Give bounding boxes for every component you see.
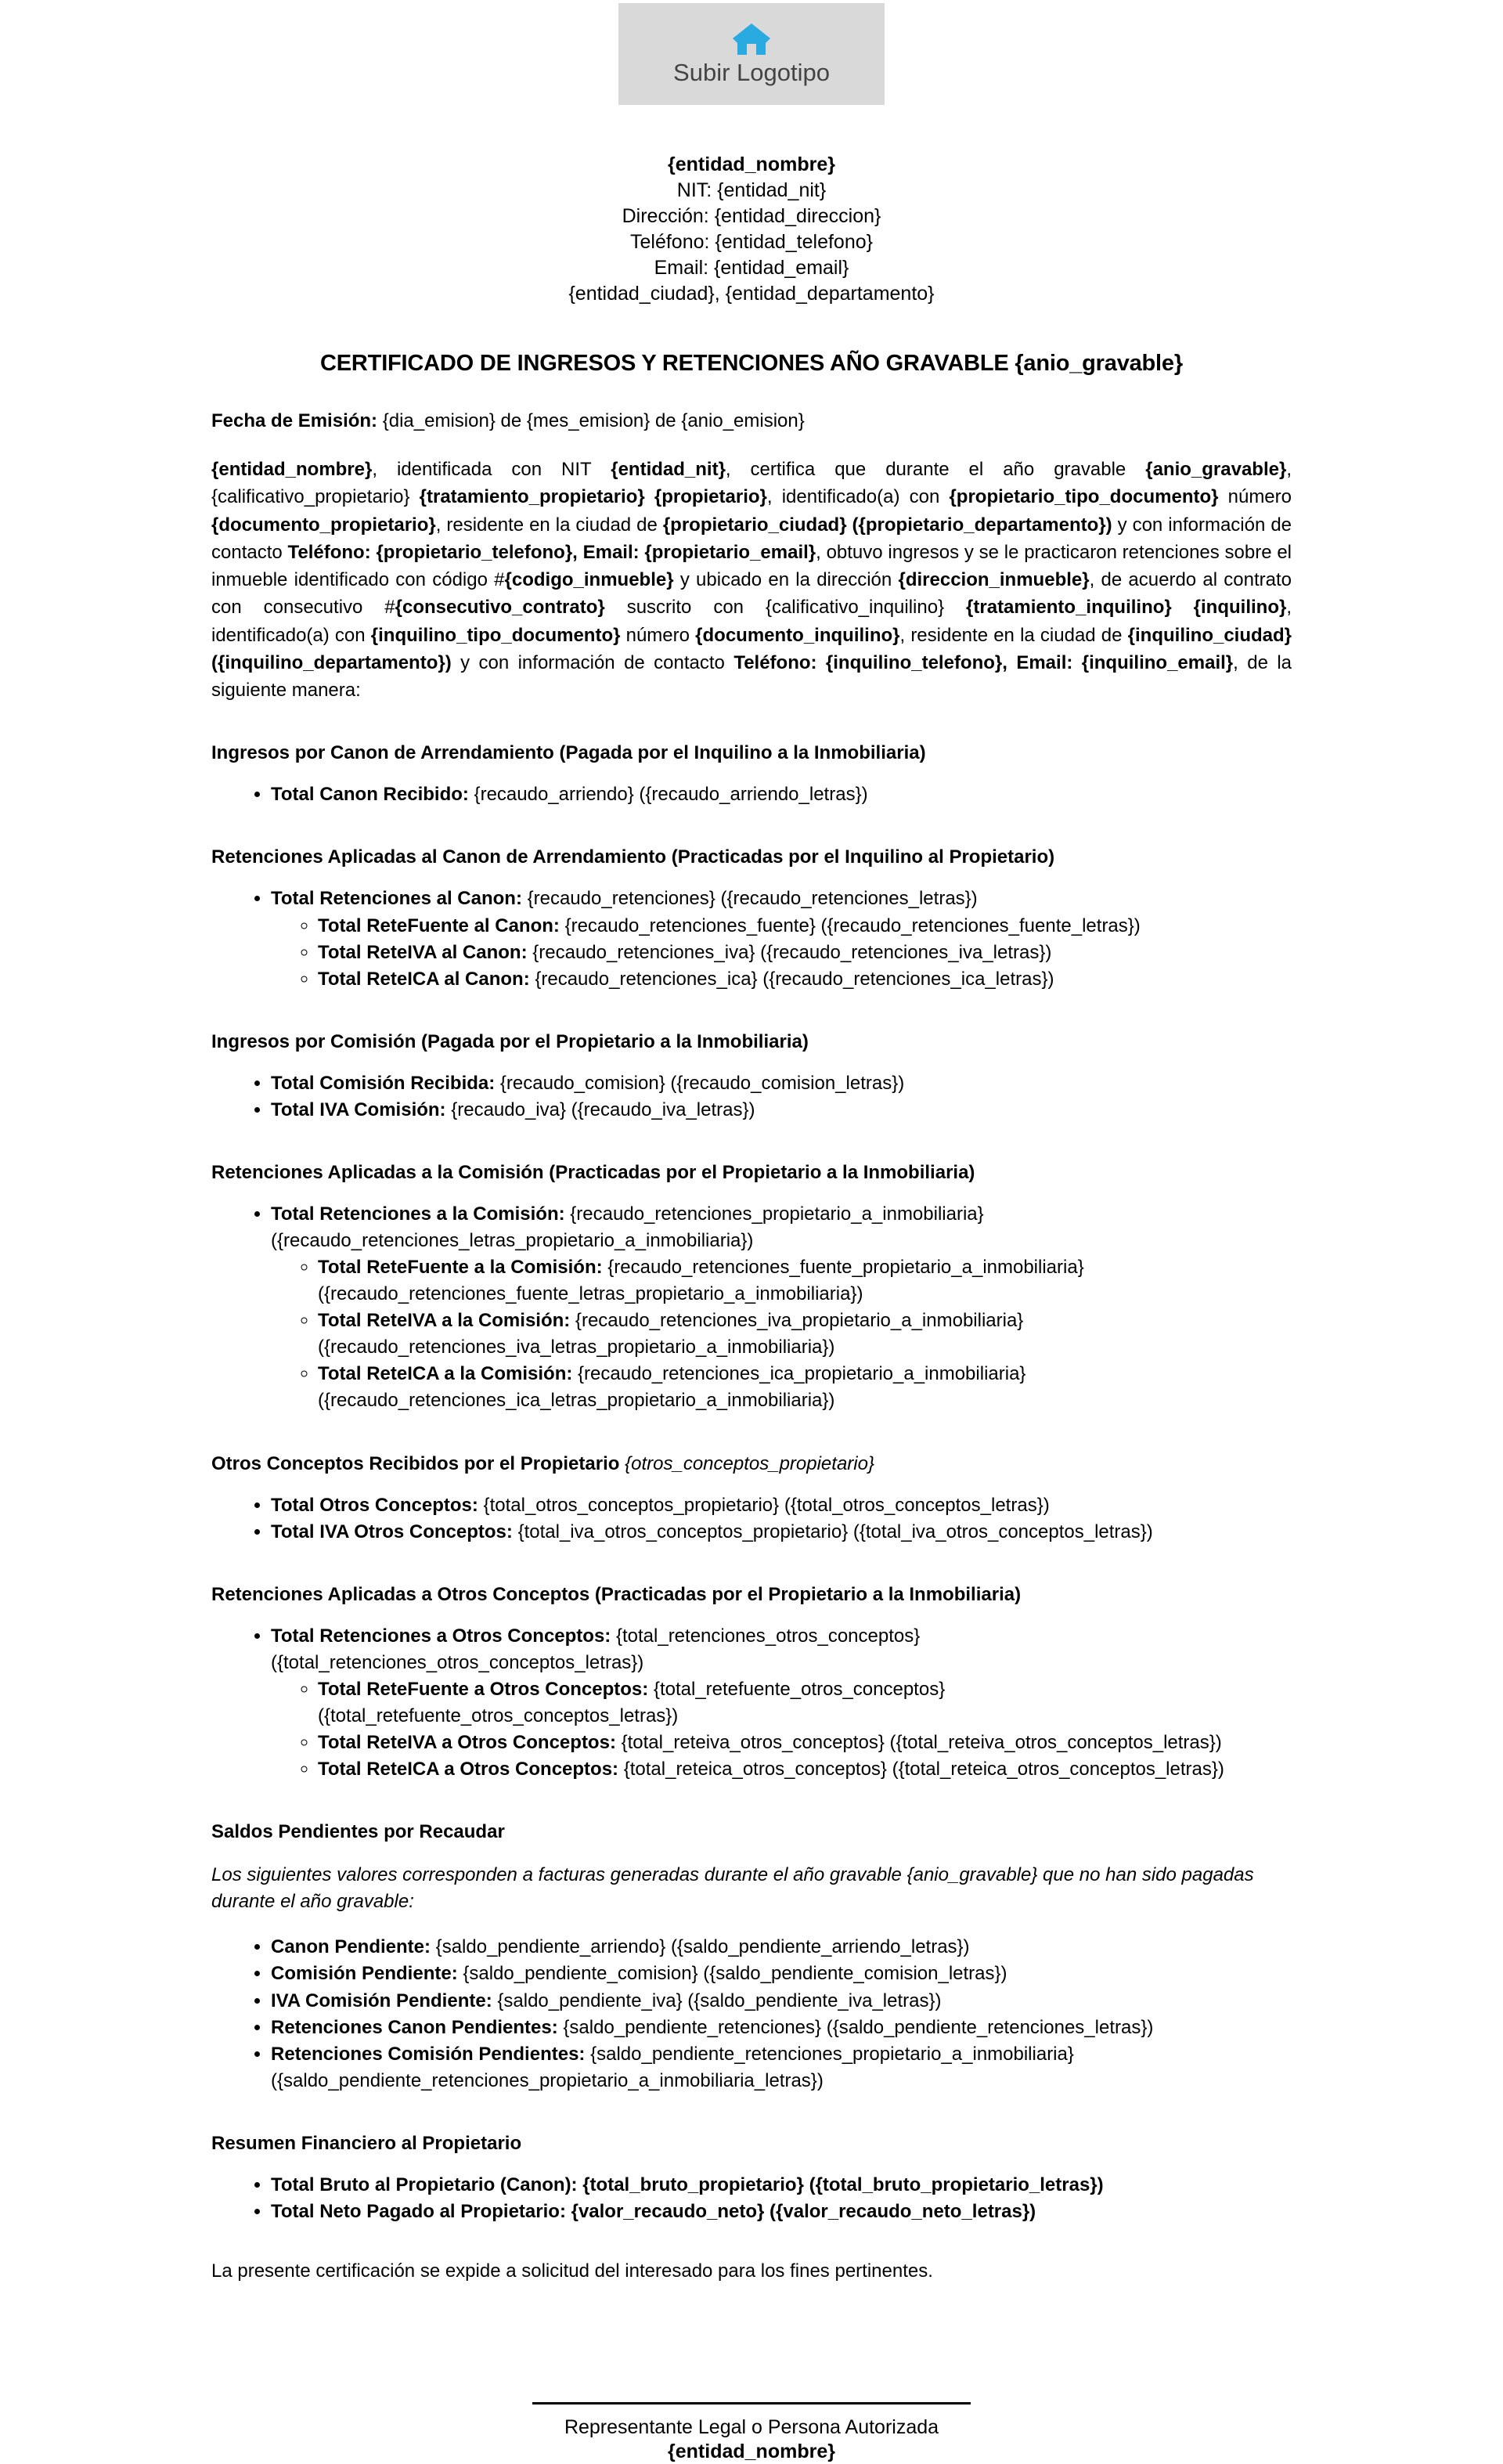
item-value: {recaudo_retenciones_iva} ({recaudo_retenciones_iva_letras})	[527, 941, 1052, 963]
intro-documento-inquilino: {documento_inquilino}	[695, 624, 900, 646]
item-value: {total_bruto_propietario} ({total_bruto_propietario_letras})	[577, 2174, 1104, 2195]
list-item	[271, 886, 1292, 992]
list-item	[271, 2015, 1292, 2041]
intro-inquilino-contacto: Teléfono: {inquilino_telefono}, Email: {inquilino_email}	[733, 651, 1234, 673]
intro-text-11: suscrito con {calificativo_inquilino}	[604, 597, 967, 619]
list-retenciones-canon	[211, 886, 1292, 992]
list-item	[271, 2041, 1292, 2094]
section-heading-ingresos-comision: Ingresos por Comisión (Pagada por el Propietario a la Inmobiliaria)	[211, 1030, 809, 1052]
item-label: Total IVA Comisión:	[271, 1099, 446, 1120]
item-label: Retenciones Comisión Pendientes:	[271, 2043, 586, 2065]
intro-propietario-contacto: Teléfono: {propietario_telefono}, Email: {propietario_email}	[287, 541, 816, 563]
closing-paragraph: La presente certificación se expide a solicitud del interesado para los fines pertinentes.	[211, 2260, 933, 2282]
item-label: Total Retenciones a Otros Conceptos:	[271, 1625, 611, 1647]
item-value: {recaudo_retenciones} ({recaudo_retenciones_letras})	[521, 888, 978, 910]
item-label: Total ReteIVA al Canon:	[318, 941, 528, 963]
intro-text-10: , de acuerdo al contrato con consecutivo #	[211, 569, 1292, 619]
item-label: Total ReteIVA a la Comisión:	[318, 1310, 571, 1332]
list-item	[271, 1070, 1292, 1097]
intro-propietario-tipo-doc: {propietario_tipo_documento}	[949, 486, 1219, 508]
item-value: {total_iva_otros_conceptos_propietario} ({total_iva_otros_conceptos_letras})	[512, 1521, 1153, 1542]
item-label: Total Comisión Recibida:	[271, 1072, 496, 1094]
item-value: {recaudo_retenciones_ica_propietario_a_inmobiliaria} ({recaudo_retenciones_ica_letras_propietario_a_inmobiliaria})	[318, 1363, 1026, 1412]
intro-text-16: , de la siguiente manera:	[211, 651, 1292, 702]
signature-block	[211, 2402, 1292, 2464]
list-retenciones-comision	[211, 1201, 1292, 1415]
home-icon	[731, 22, 772, 56]
list-item	[271, 2199, 1292, 2225]
section-heading-ingresos-canon: Ingresos por Canon de Arrendamiento (Pagada por el Inquilino a la Inmobiliaria)	[211, 742, 926, 764]
item-value: {total_retefuente_otros_conceptos} ({total_retefuente_otros_conceptos_letras})	[318, 1678, 946, 1726]
item-label: Canon Pendiente:	[271, 1936, 431, 1958]
intro-text-7: y con información de contacto	[211, 514, 1292, 563]
item-value: {valor_recaudo_neto} ({valor_recaudo_neto_letras})	[565, 2200, 1036, 2222]
page-title: CERTIFICADO DE INGRESOS Y RETENCIONES AÑO GRAVABLE {anio_gravable}	[320, 351, 1183, 376]
upload-logo-label: Subir Logotipo	[673, 58, 830, 86]
item-label: Total Canon Recibido:	[271, 784, 469, 806]
item-value: {recaudo_retenciones_propietario_a_inmobiliaria} ({recaudo_retenciones_letras_propietario_a_inmobiliaria})	[271, 1203, 984, 1252]
item-value: {recaudo_retenciones_fuente_propietario_a_inmobiliaria} ({recaudo_retenciones_fuente_letras_propietario_a_inmobiliaria})	[318, 1257, 1084, 1305]
list-otros-conceptos	[211, 1492, 1292, 1546]
item-value: {recaudo_arriendo} ({recaudo_arriendo_letras})	[468, 784, 868, 806]
list-item	[271, 1934, 1292, 1961]
list-item	[318, 1361, 1292, 1414]
list-resumen-financiero	[211, 2172, 1292, 2225]
item-value: {recaudo_retenciones_iva_propietario_a_inmobiliaria} ({recaudo_retenciones_iva_letras_propietario_a_inmobiliaria})	[318, 1310, 1024, 1358]
intro-text-9: y ubicado en la dirección	[673, 569, 899, 591]
otros-conceptos-token: {otros_conceptos_propietario}	[625, 1452, 874, 1474]
signature-line	[532, 2402, 971, 2404]
item-value: {saldo_pendiente_retenciones} ({saldo_pendiente_retenciones_letras})	[557, 2016, 1154, 2038]
list-ingresos-comision	[211, 1070, 1292, 1124]
intro-text-3: , {calificativo_propietario}	[211, 459, 1292, 508]
sublist-retenciones-otros	[271, 1676, 1292, 1783]
intro-text-14: , residente en la ciudad de	[899, 624, 1128, 646]
item-label: Total ReteFuente al Canon:	[318, 915, 560, 936]
intro-text-1: , identificada con NIT	[372, 459, 611, 480]
intro-text-2: , certifica que durante el año gravable	[725, 459, 1146, 480]
item-label: Total ReteICA a Otros Conceptos:	[318, 1759, 619, 1780]
item-label: Total Bruto al Propietario (Canon):	[271, 2174, 578, 2195]
item-value: {saldo_pendiente_retenciones_propietario_a_inmobiliaria} ({saldo_pendiente_retenciones_propietario_a_inmobiliaria_letras})	[271, 2043, 1074, 2091]
intro-text-4: , identificado(a) con	[766, 486, 950, 508]
intro-text-12: , identificado(a) con	[211, 597, 1292, 646]
item-label: Total Retenciones al Canon:	[271, 888, 522, 910]
list-item	[271, 781, 1292, 808]
item-value: {total_retenciones_otros_conceptos} ({total_retenciones_otros_conceptos_letras})	[271, 1625, 921, 1673]
item-value: {total_reteiva_otros_conceptos} ({total_reteiva_otros_conceptos_letras})	[615, 1732, 1222, 1754]
list-item	[271, 1519, 1292, 1546]
logo-upload-zone	[0, 0, 1503, 105]
intro-codigo-inmueble: {codigo_inmueble}	[504, 569, 674, 591]
section-heading-resumen-financiero: Resumen Financiero al Propietario	[211, 2132, 522, 2154]
intro-entity-name: {entidad_nombre}	[211, 459, 373, 480]
intro-direccion-inmueble: {direccion_inmueble}	[898, 569, 1090, 591]
section-heading-otros-conceptos	[211, 1453, 1292, 1475]
list-item	[271, 1988, 1292, 2015]
item-label: Total Retenciones a la Comisión:	[271, 1203, 565, 1225]
item-label: Total ReteIVA a Otros Conceptos:	[318, 1732, 616, 1754]
item-label: Comisión Pendiente:	[271, 1963, 458, 1985]
section-heading-retenciones-otros: Retenciones Aplicadas a Otros Conceptos (Practicadas por el Propietario a la Inmobiliaria)	[211, 1583, 1022, 1605]
intro-documento-propietario: {documento_propietario}	[211, 514, 436, 536]
intro-inquilino-ciudad: {inquilino_ciudad} ({inquilino_departamento})	[211, 624, 1292, 673]
list-item	[318, 913, 1292, 940]
section-heading-retenciones-canon: Retenciones Aplicadas al Canon de Arrendamiento (Practicadas por el Inquilino al Propietario)	[211, 846, 1055, 868]
item-value: {total_reteica_otros_conceptos} ({total_reteica_otros_conceptos_letras})	[618, 1759, 1224, 1780]
list-item	[271, 1492, 1292, 1519]
item-value: {saldo_pendiente_comision} ({saldo_pendiente_comision_letras})	[457, 1963, 1007, 1985]
signature-entity: {entidad_nombre}	[668, 2440, 835, 2462]
section-heading-saldos-pendientes: Saldos Pendientes por Recaudar	[211, 1821, 505, 1843]
item-value: {recaudo_iva} ({recaudo_iva_letras})	[445, 1099, 755, 1120]
sublist-retenciones-comision	[271, 1254, 1292, 1414]
item-label: Total ReteICA al Canon:	[318, 968, 530, 990]
intro-entity-nit: {entidad_nit}	[611, 459, 726, 480]
item-label: Retenciones Canon Pendientes:	[271, 2016, 558, 2038]
item-label: Total Otros Conceptos:	[271, 1494, 478, 1516]
intro-propietario: {tratamiento_propietario} {propietario}	[419, 486, 767, 508]
intro-inquilino-tipo-doc: {inquilino_tipo_documento}	[370, 624, 621, 646]
document-content	[211, 105, 1292, 2464]
section-heading-text: Otros Conceptos Recibidos por el Propietario	[211, 1452, 625, 1474]
emission-date	[211, 410, 1292, 432]
list-item	[271, 1623, 1292, 1783]
list-item	[318, 1730, 1292, 1756]
list-item	[271, 2172, 1292, 2199]
intro-text-6: , residente en la ciudad de	[435, 514, 663, 536]
item-label: Total ReteICA a la Comisión:	[318, 1363, 573, 1385]
upload-logo-button[interactable]	[618, 3, 885, 105]
list-item	[318, 1254, 1292, 1308]
item-label: Total ReteFuente a la Comisión:	[318, 1257, 603, 1279]
intro-text-5: número	[1218, 486, 1292, 508]
item-label: Total ReteFuente a Otros Conceptos:	[318, 1678, 649, 1700]
intro-paragraph	[211, 456, 1292, 704]
intro-anio-gravable: {anio_gravable}	[1145, 459, 1287, 480]
item-label: IVA Comisión Pendiente:	[271, 1990, 492, 2011]
intro-consecutivo-contrato: {consecutivo_contrato}	[395, 597, 605, 619]
item-label: Total Neto Pagado al Propietario:	[271, 2200, 566, 2222]
signature-role: Representante Legal o Persona Autorizada	[564, 2415, 939, 2438]
list-item	[318, 1756, 1292, 1783]
saldos-pendientes-note: Los siguientes valores corresponden a facturas generadas durante el año gravable {anio_gravable} que no han sido pagadas durante el año gravable:	[211, 1864, 1254, 1913]
list-item	[271, 1097, 1292, 1124]
entity-city-department: {entidad_ciudad}, {entidad_departamento}	[568, 283, 935, 305]
entity-phone: Teléfono: {entidad_telefono}	[630, 231, 873, 253]
item-value: {saldo_pendiente_arriendo} ({saldo_pendiente_arriendo_letras})	[431, 1936, 970, 1958]
list-item	[271, 1961, 1292, 1987]
intro-text-15: y con información de contacto	[451, 651, 734, 673]
item-value: {recaudo_comision} ({recaudo_comision_letras})	[495, 1072, 905, 1094]
emission-date-value: {dia_emision} de {mes_emision} de {anio_emision}	[377, 410, 805, 431]
item-value: {recaudo_retenciones_fuente} ({recaudo_retenciones_fuente_letras})	[559, 915, 1141, 936]
intro-inquilino: {tratamiento_inquilino} {inquilino}	[966, 597, 1287, 619]
list-item	[318, 966, 1292, 993]
entity-address: Dirección: {entidad_direccion}	[622, 205, 881, 227]
entity-email: Email: {entidad_email}	[654, 257, 849, 279]
intro-propietario-ciudad: {propietario_ciudad} ({propietario_departamento})	[662, 514, 1112, 536]
list-item	[271, 1201, 1292, 1415]
item-value: {recaudo_retenciones_ica} ({recaudo_retenciones_ica_letras})	[529, 968, 1054, 990]
entity-name: {entidad_nombre}	[668, 153, 835, 175]
item-value: {total_otros_conceptos_propietario} ({total_otros_conceptos_letras})	[478, 1494, 1050, 1516]
list-saldos-pendientes	[211, 1934, 1292, 2094]
item-value: {saldo_pendiente_iva} ({saldo_pendiente_iva_letras})	[492, 1990, 942, 2011]
intro-text-13: número	[620, 624, 696, 646]
list-item	[318, 1676, 1292, 1730]
list-retenciones-otros	[211, 1623, 1292, 1783]
section-heading-retenciones-comision: Retenciones Aplicadas a la Comisión (Practicadas por el Propietario a la Inmobiliaria)	[211, 1161, 975, 1183]
entity-header	[211, 152, 1292, 307]
list-item	[318, 940, 1292, 966]
intro-text-8: , obtuvo ingresos y se le practicaron retenciones sobre el inmueble identificado con código #	[211, 541, 1292, 591]
entity-nit: NIT: {entidad_nit}	[676, 179, 827, 201]
list-item	[318, 1308, 1292, 1361]
sublist-retenciones-canon	[271, 913, 1292, 993]
item-label: Total IVA Otros Conceptos:	[271, 1521, 513, 1542]
emission-date-label: Fecha de Emisión:	[211, 410, 378, 431]
list-ingresos-canon	[211, 781, 1292, 808]
